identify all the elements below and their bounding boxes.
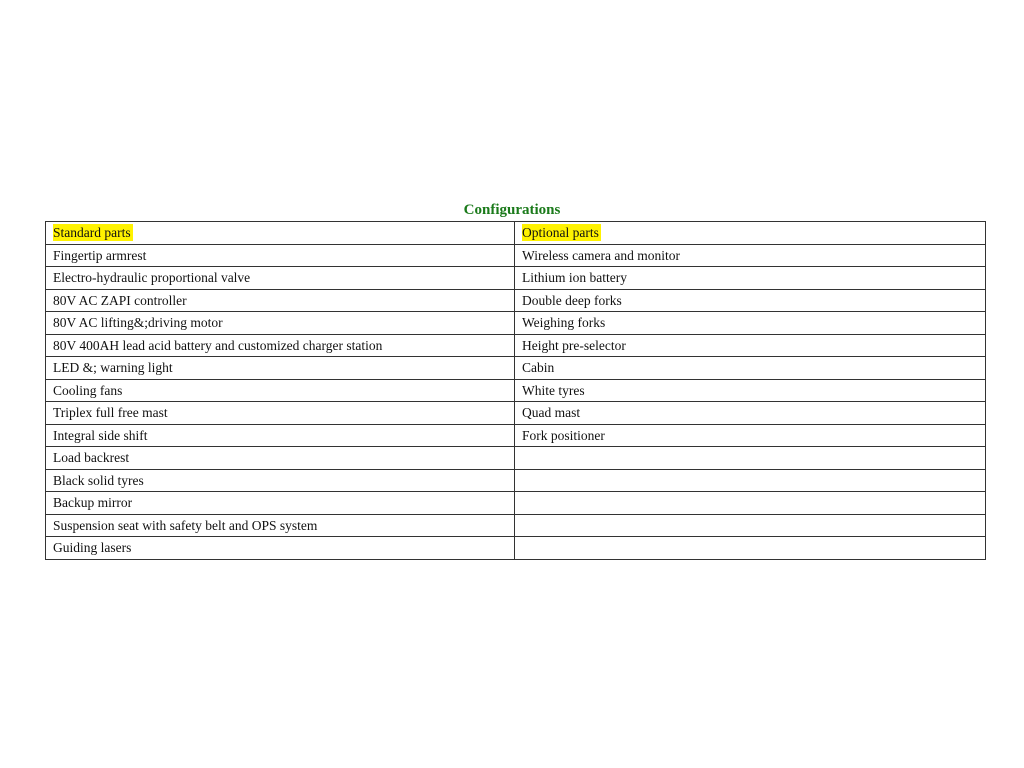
table-row (46, 267, 986, 290)
optional-part-cell: White tyres (515, 379, 986, 402)
standard-part-cell: Electro-hydraulic proportional valve (46, 267, 515, 290)
header-row (46, 222, 986, 245)
standard-part-cell: Fingertip armrest (46, 244, 515, 267)
standard-part-cell: 80V AC lifting&;driving motor (46, 312, 515, 335)
table-row (46, 402, 986, 425)
table-row (46, 312, 986, 335)
standard-part-cell: Backup mirror (46, 492, 515, 515)
standard-part-cell: Cooling fans (46, 379, 515, 402)
header-cell-optional (515, 222, 986, 245)
optional-part-cell: Double deep forks (515, 289, 986, 312)
optional-part-cell: Lithium ion battery (515, 267, 986, 290)
header-standard-label: Standard parts (53, 225, 131, 241)
table-body (46, 222, 986, 560)
standard-part-cell: Load backrest (46, 447, 515, 470)
standard-part-cell: Integral side shift (46, 424, 515, 447)
optional-part-cell: Cabin (515, 357, 986, 380)
table-row (46, 469, 986, 492)
optional-part-cell: Quad mast (515, 402, 986, 425)
optional-part-cell (515, 537, 986, 560)
header-optional-label: Optional parts (522, 225, 599, 241)
standard-part-cell: 80V 400AH lead acid battery and customized charger station (46, 334, 515, 357)
standard-part-cell: 80V AC ZAPI controller (46, 289, 515, 312)
header-cell-standard (46, 222, 515, 245)
table-row (46, 447, 986, 470)
table-row (46, 424, 986, 447)
table-row (46, 334, 986, 357)
configurations-table (45, 221, 986, 560)
table-row (46, 492, 986, 515)
standard-part-cell: Black solid tyres (46, 469, 515, 492)
optional-part-cell (515, 514, 986, 537)
table-row (46, 244, 986, 267)
standard-part-cell: LED &; warning light (46, 357, 515, 380)
table-row (46, 379, 986, 402)
standard-part-cell: Suspension seat with safety belt and OPS system (46, 514, 515, 537)
optional-part-cell (515, 447, 986, 470)
optional-part-cell (515, 469, 986, 492)
optional-part-cell: Weighing forks (515, 312, 986, 335)
table-row (46, 514, 986, 537)
optional-part-cell (515, 492, 986, 515)
standard-part-cell: Triplex full free mast (46, 402, 515, 425)
table-row (46, 289, 986, 312)
optional-part-cell: Wireless camera and monitor (515, 244, 986, 267)
optional-part-cell: Fork positioner (515, 424, 986, 447)
table-row (46, 537, 986, 560)
standard-part-cell: Guiding lasers (46, 537, 515, 560)
optional-part-cell: Height pre-selector (515, 334, 986, 357)
table-title: Configurations (463, 202, 561, 218)
table-row (46, 357, 986, 380)
